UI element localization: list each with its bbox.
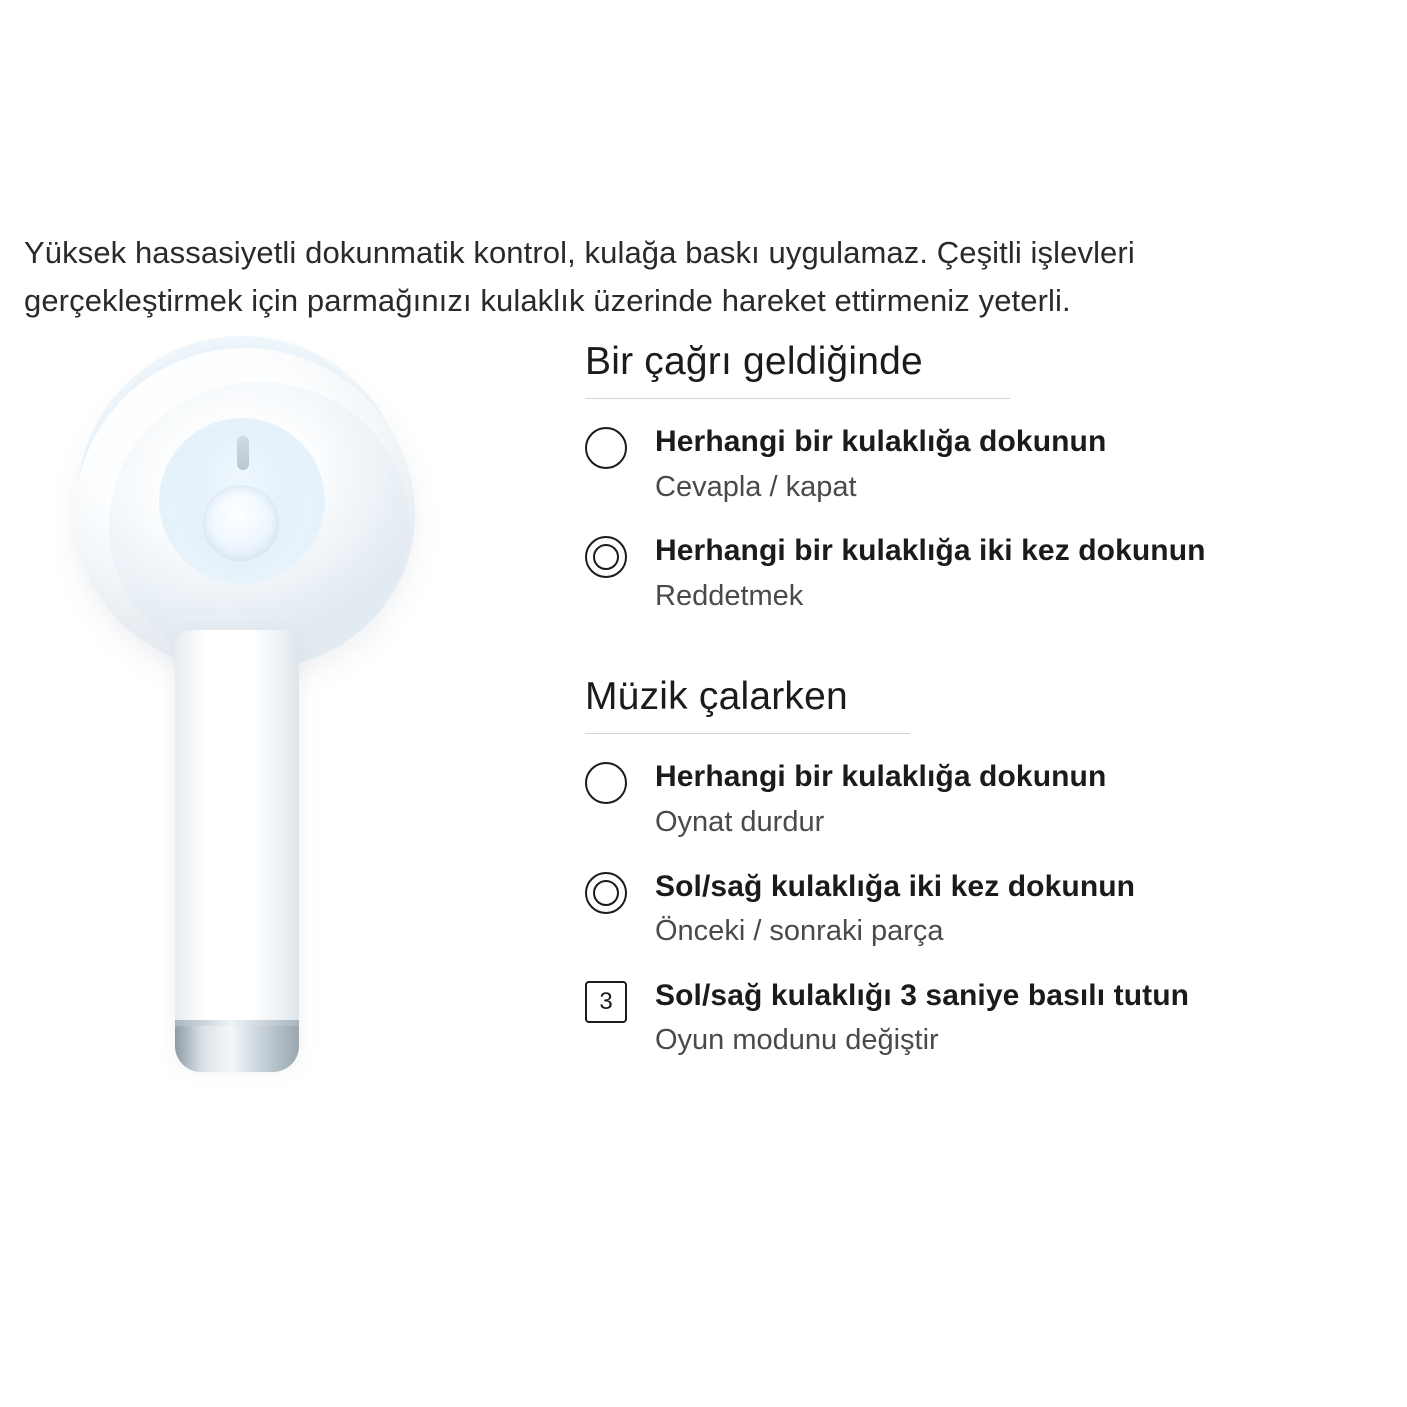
list-item-description: Oyun modunu değiştir: [655, 1024, 939, 1057]
hold-three-seconds-icon: 3: [585, 981, 627, 1023]
list-item-title: Herhangi bir kulaklığa iki kez dokunun: [655, 534, 1206, 568]
touch-sensor-dot: [203, 485, 279, 561]
text-column: [655, 532, 1345, 615]
icon-column: [585, 423, 655, 469]
text-column: [655, 977, 1345, 1060]
section-divider: [585, 398, 1010, 399]
earbud-stem: [175, 630, 299, 1060]
icon-column: [585, 532, 655, 578]
section-title: Müzik çalarken: [585, 675, 848, 719]
section-incoming-call: [585, 340, 1345, 615]
icon-column: [585, 977, 655, 1023]
text-column: [655, 423, 1345, 506]
icon-column: [585, 758, 655, 804]
list-item-title: Herhangi bir kulaklığa dokunun: [655, 760, 1107, 794]
icon-column: [585, 868, 655, 914]
list-item-description: Önceki / sonraki parça: [655, 915, 944, 948]
list-item-title: Sol/sağ kulaklığa iki kez dokunun: [655, 869, 1136, 903]
earbud-stem-tip-edge: [175, 1020, 299, 1026]
single-tap-circle-icon: [585, 762, 627, 804]
list-item-title: Sol/sağ kulaklığı 3 saniye basılı tutun: [655, 978, 1190, 1012]
intro-paragraph: Yüksek hassasiyetli dokunmatik kontrol, kulağa baskı uygulamaz. Çeşitli işlevleri gerçekleştirmek için parmağınızı kulaklık üzerinde hareket ettirmeniz yeterli.: [24, 235, 1135, 319]
list-item: [585, 977, 1345, 1060]
list-item: [585, 868, 1345, 951]
text-column: [655, 868, 1345, 951]
section-music-playback: [585, 675, 1345, 1060]
product-image: [55, 330, 525, 1120]
double-tap-circle-icon: [585, 536, 627, 578]
microphone-slot-icon: [237, 436, 249, 470]
earbud-stem-tip: [175, 1020, 299, 1072]
list-item: [585, 532, 1345, 615]
section-title: Bir çağrı geldiğinde: [585, 340, 923, 383]
double-tap-circle-icon: [585, 872, 627, 914]
section-divider: [585, 733, 910, 734]
list-item-description: Cevapla / kapat: [655, 470, 857, 503]
section-spacer: [585, 641, 1345, 675]
list-item-title: Herhangi bir kulaklığa dokunun: [655, 425, 1107, 458]
text-column: [655, 758, 1345, 841]
single-tap-circle-icon: [585, 427, 627, 469]
controls-panel: [585, 340, 1345, 1086]
list-item-description: Reddetmek: [655, 579, 804, 612]
list-item-description: Oynat durdur: [655, 805, 825, 838]
list-item: [585, 758, 1345, 841]
list-item: [585, 423, 1345, 506]
